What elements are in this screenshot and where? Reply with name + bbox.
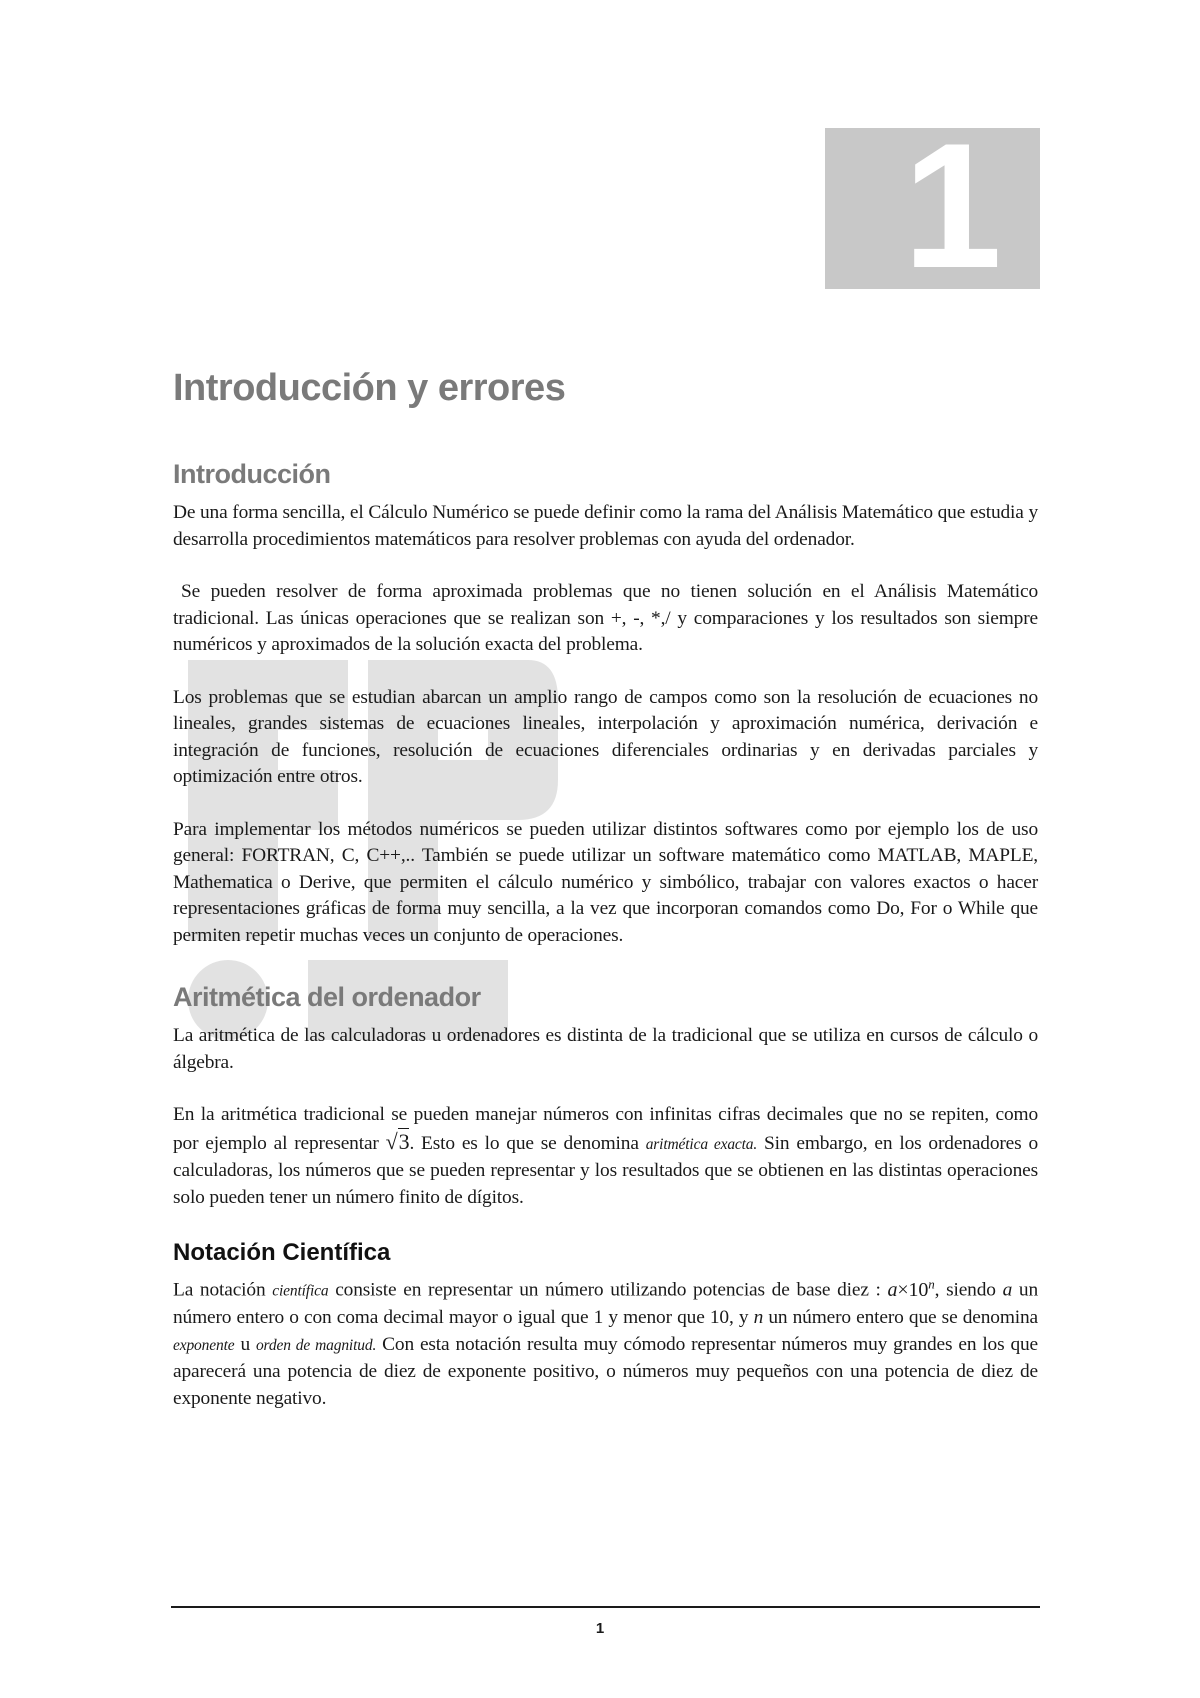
emphasis-term: aritmética exacta.: [645, 1135, 758, 1153]
paragraph-scientific-notation: [173, 1271, 1038, 1412]
text-run: , siendo: [934, 1279, 1003, 1301]
text-run: Con esta notación resulta muy cómodo representar números muy grandes en los que aparecerá una potencia de diez de exponente positivo, o números muy pequeños con una potencia de diez de exponente negativo.: [173, 1333, 1038, 1409]
formula-scientific: [887, 1276, 935, 1301]
variable: n: [753, 1307, 764, 1329]
chapter-title: Introducción y errores: [173, 367, 566, 409]
text-run: . Esto es lo que se denomina: [409, 1132, 646, 1154]
emphasis-term: orden de magnitud.: [255, 1336, 377, 1354]
section-heading-notacion: Notación Científica: [173, 1239, 391, 1266]
text-run: un número entero o con coma decimal mayor o igual que 1 y menor que 10, y: [173, 1279, 1038, 1329]
text-run: consiste en representar un número utilizando potencias de base diez :: [328, 1279, 888, 1301]
paragraph: La aritmética de las calculadoras u ordenadores es distinta de la tradicional que se utiliza en cursos de cálculo o álgebra.: [173, 1025, 1038, 1073]
section-heading-aritmetica: Aritmética del ordenador: [173, 982, 481, 1012]
paragraph: Para implementar los métodos numéricos se pueden utilizar distintos softwares como por ejemplo los de uso general: FORTRAN, C, C++,.. También se puede utilizar un software matemático como MATLAB, MAPLE, Mathematica o Derive, que permiten el cálculo numérico y simbólico, trabajar con valores exactos o hacer representaciones gráficas de forma muy sencilla, a la vez que incorporan comandos como Do, For o While que permiten repetir muchas veces un conjunto de operaciones.: [173, 818, 1038, 946]
formula-operator: ×: [897, 1278, 909, 1301]
page-content: [173, 360, 1038, 1438]
emphasis-term: exponente: [173, 1336, 235, 1354]
text-run: Sin embargo, en los ordenadores o calculadoras, los números que se pueden representar y los resultados que se obtienen en las distintas operaciones solo pueden tener un número finito de dígitos.: [173, 1132, 1038, 1208]
formula-exponent: n: [928, 1276, 935, 1291]
variable: a: [1002, 1279, 1013, 1301]
footer-rule: [171, 1606, 1040, 1608]
sqrt-symbol: √: [385, 1128, 398, 1154]
paragraph: Los problemas que se estudian abarcan un amplio rango de campos como son la resolución de ecuaciones no lineales, grandes sistemas de ecuaciones lineales, interpolación y aproximación numérica, derivación e integración de funciones, resolución de ecuaciones diferenciales ordinarias y en derivadas parciales y optimización entre otros.: [173, 686, 1038, 787]
formula-base: 10: [908, 1278, 929, 1301]
chapter-number: 1: [903, 128, 1002, 289]
paragraph: De una forma sencilla, el Cálculo Numérico se puede definir como la rama del Análisis Matemático que estudia y desarrolla procedimientos matemáticos para resolver problemas con ayuda del ordenador.: [173, 502, 1038, 550]
page-number: 1: [595, 1620, 605, 1637]
section-heading-introduccion: Introducción: [173, 459, 331, 489]
sqrt-formula: [386, 1128, 410, 1154]
paragraph: Se pueden resolver de forma aproximada problemas que no tienen solución en el Análisis Matemático tradicional. Las únicas operaciones que se realizan son +, -, *,/ y comparaciones y los resultados son siempre numéricos y aproximados de la solución exacta del problema.: [173, 581, 1038, 655]
text-run: u: [234, 1333, 256, 1355]
paragraph-exact-arithmetic: [173, 1102, 1038, 1211]
formula-variable: a: [887, 1278, 898, 1301]
sqrt-argument: 3: [398, 1128, 410, 1154]
text-run: un número entero que se denomina: [763, 1307, 1038, 1329]
text-run: En la aritmética tradicional se pueden manejar números con infinitas cifras decimales que no se repiten, como por ejemplo al representar: [173, 1104, 1038, 1154]
emphasis-term: científica: [272, 1282, 329, 1300]
text-run: La notación: [173, 1279, 273, 1301]
chapter-number-box: [825, 128, 1040, 289]
